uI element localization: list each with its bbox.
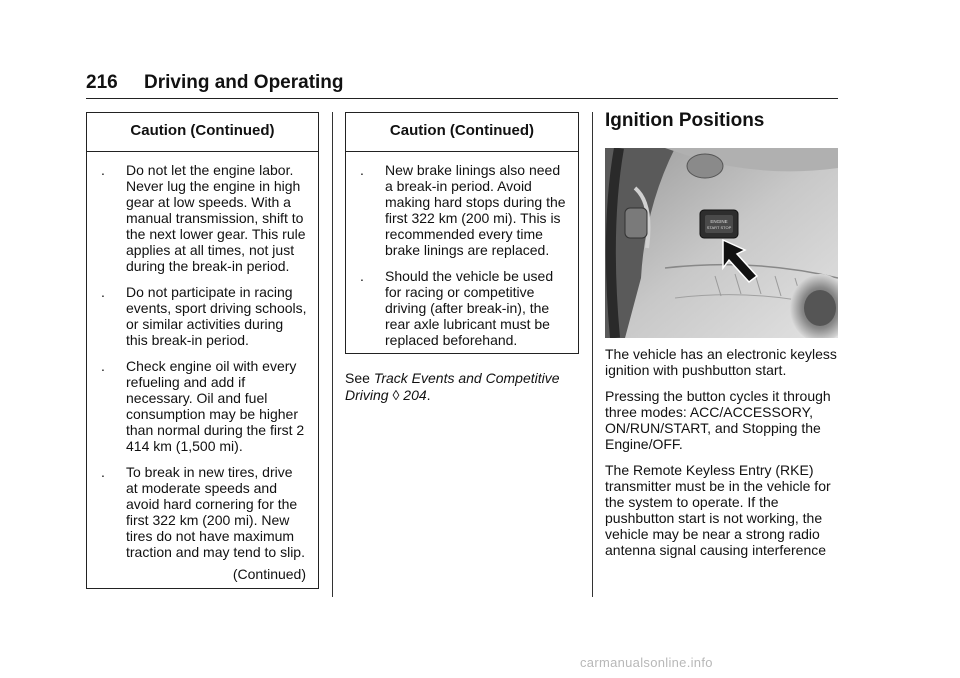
watermark: carmanualsonline.info	[580, 655, 713, 670]
page-header	[86, 68, 838, 99]
list-item: . Check engine oil with every refueling and add if necessary. Oil and fuel consumption may be higher than normal during the first 2 414 km (1,500 mi).	[101, 358, 305, 454]
page-number: 216	[86, 72, 118, 93]
list-item: . To break in new tires, drive at moderate speeds and avoid hard cornering for the first 322 km (200 mi). New tires do not have maximum traction and may tend to slip.	[101, 464, 305, 560]
page-ref-icon: ◊	[392, 387, 400, 403]
list-item: . New brake linings also need a break-in period. Avoid making hard stops during the first 322 km (200 mi). This is recommended every time brake linings are replaced.	[360, 162, 566, 258]
button-label-line1: ENGINE	[710, 219, 728, 224]
cross-reference-link[interactable]: Track Events and Competitive Driving	[345, 370, 560, 403]
see-reference: See Track Events and Competitive Driving ◊ 204.	[345, 370, 560, 403]
caution-box-left	[86, 112, 319, 589]
list-item: . Do not let the engine labor. Never lug the engine in high gear at low speeds. With a manual transmission, shift to the next lower gear. This rule applies at all times, not just during the break-in period.	[101, 162, 306, 274]
ignition-body	[605, 346, 845, 568]
section-title: Driving and Operating	[144, 72, 344, 93]
ignition-section-title: Ignition Positions	[605, 110, 765, 131]
list-item: . Should the vehicle be used for racing or competitive driving (after break-in), the rear axle lubricant must be replaced beforehand.	[360, 268, 554, 348]
paragraph: Pressing the button cycles it through three modes: ACC/ACCESSORY, ON/RUN/START, and Stopping the Engine/OFF.	[605, 388, 831, 452]
continued-label: (Continued)	[232, 566, 306, 582]
paragraph: The Remote Keyless Entry (RKE) transmitter must be in the vehicle for the system to operate. If the pushbutton start is not working, the vehicle may be near a strong radio antenna signal causing interference	[605, 462, 831, 558]
caution-title: Caution (Continued)	[346, 113, 578, 152]
list-item: . Do not participate in racing events, sport driving schools, or similar activities during this break-in period.	[101, 284, 307, 348]
cross-reference-page[interactable]: 204	[403, 387, 427, 403]
ignition-button-photo	[605, 148, 838, 338]
column-divider-1	[332, 112, 333, 597]
caution-title: Caution (Continued)	[87, 113, 318, 152]
column-divider-2	[592, 112, 593, 597]
paragraph: The vehicle has an electronic keyless ignition with pushbutton start.	[605, 346, 837, 378]
caution-box-middle	[345, 112, 579, 354]
button-label-line2: START STOP	[706, 225, 732, 230]
